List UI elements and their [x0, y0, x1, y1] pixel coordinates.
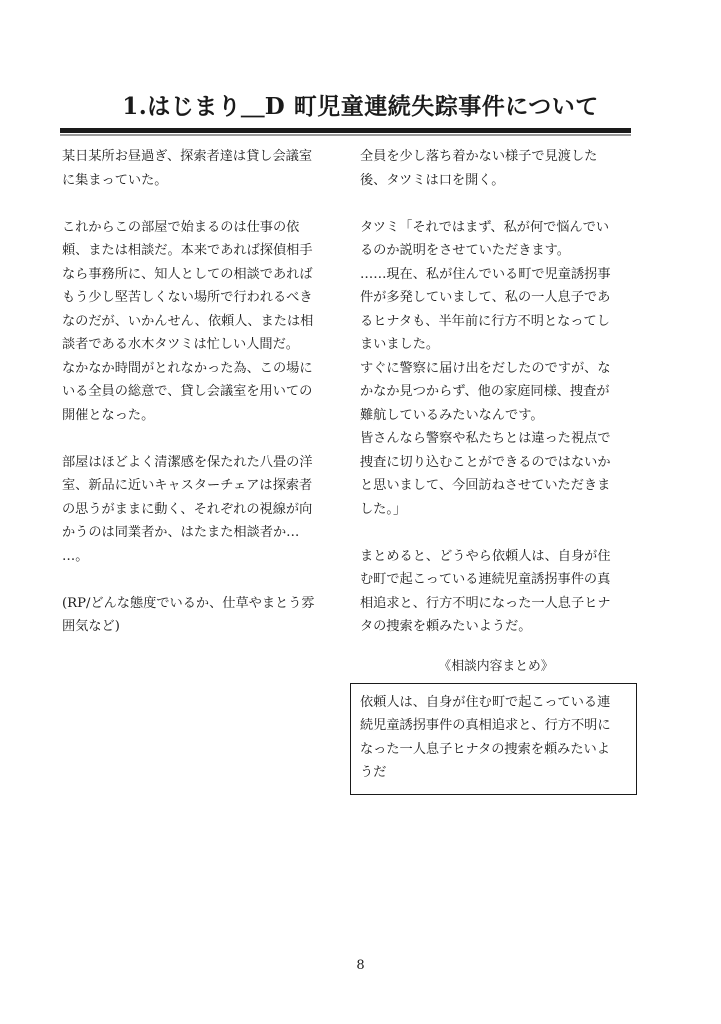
title-underline	[60, 128, 631, 138]
title-underline-thick	[60, 128, 631, 133]
left-paragraph-3: 部屋はほどよく清潔感を保たれた八畳の洋 室、新品に近いキャスターチェアは探索者 の思うがままに動く、それぞれの視線が向 かうのは同業者か、はたまた相談者か… …。	[62, 454, 313, 564]
summary-label: 《相談内容まとめ》	[438, 658, 554, 674]
left-paragraph-1: 某日某所お昼過ぎ、探索者達は貸し会議室 に集まっていた。	[62, 149, 313, 188]
page-title: 1.はじまり＿D 町児童連続失踪事件について	[122, 93, 599, 120]
page-number: 8	[356, 958, 365, 973]
left-paragraph-rp-note: (RP/どんな態度でいるか、仕草やまとう雰 囲気など)	[62, 595, 315, 634]
summary-box	[350, 683, 637, 795]
left-column	[62, 145, 334, 639]
right-paragraph-dialogue: タツミ「それではまず、私が何で悩んでい るのか説明をさせていただきます。 ……現在、私が住んでいる町で児童誘拐事 件が多発していまして、私の一人息子であ るヒナタも、半年前に行方不明となってし まいました。 すぐに警察に届け出をだしたのですが、な かなか見つからず、他の家庭同様、捜査が 難航しているみたいなんです。 皆さんなら警察や私たちとは違った視点で 捜査に切り込むことができるのではないか と思いまして、今回訪ねさせていただきま した。」	[360, 219, 611, 517]
left-paragraph-2: これからこの部屋で始まるのは仕事の依 頼、または相談だ。本来であれば探偵相手 なら事務所に、知人としての相談であれば もう少し堅苦しくない場所で行われるべき なのだが、いかんせん、依頼人、または相 談者である水木タツミは忙しい人間だ。 なかなか時間がとれなかった為、この場に いる全員の総意で、貸し会議室を用いての 開催となった。	[62, 219, 314, 423]
title-underline-thin	[60, 134, 631, 136]
summary-box-text: 依頼人は、自身が住む町で起こっている連 続児童誘拐事件の真相追求と、行方不明に なった一人息子ヒナタの捜索を頼みたいよ うだ	[360, 694, 611, 780]
right-paragraph-1: 全員を少し落ち着かない様子で見渡した 後、タツミは口を開く。	[360, 149, 598, 188]
right-paragraph-summary-text: まとめると、どうやら依頼人は、自身が住 む町で起こっている連続児童誘拐事件の真 相追求と、行方不明になった一人息子ヒナ タの捜索を頼みたいようだ。	[360, 548, 611, 634]
right-column	[360, 145, 632, 795]
